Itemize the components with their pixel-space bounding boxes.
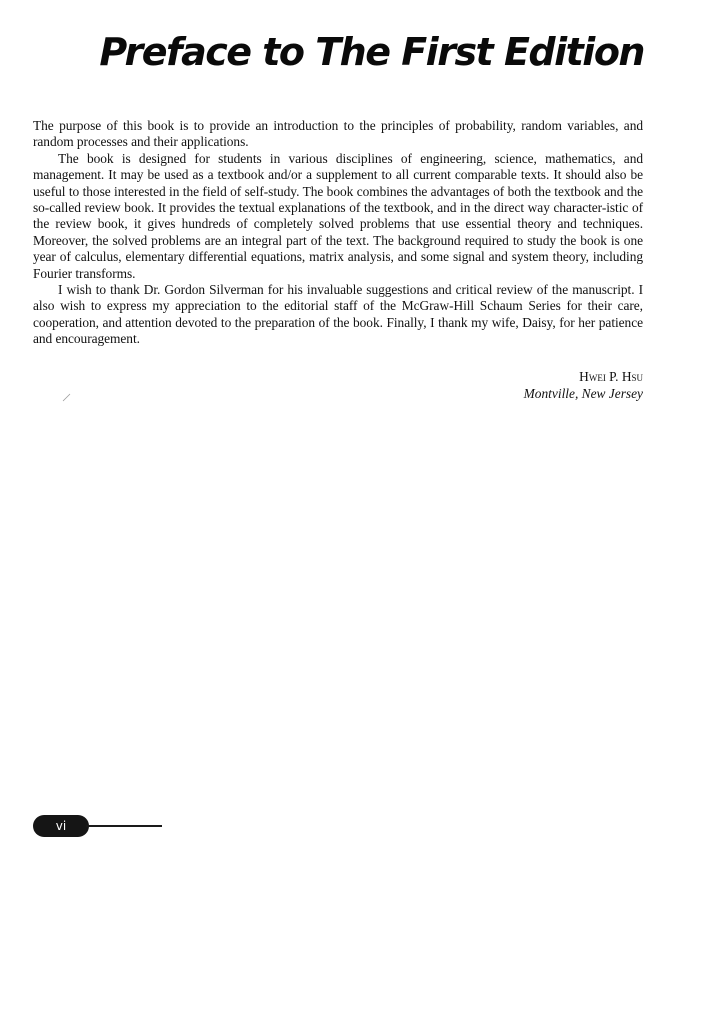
author-name: Hwei P. Hsu bbox=[579, 369, 643, 384]
signature-block bbox=[524, 368, 643, 402]
stray-pen-mark bbox=[62, 392, 72, 402]
paragraph-2: The book is designed for students in various disciplines of engineering, science, mathematics, and management. It may be used as a textbook and/or a supplement to all current comparable texts. It should also be useful to those interested in the field of self-study. The book combines the advantages of both the textbook and the so-called review book. It provides the textual explanations of the textbook, and in the direct way character-istic of the review book, it gives hundreds of completely solved problems that use essential theory and techniques. Moreover, the solved problems are an integral part of the text. The background required to study the book is one year of calculus, elementary differential equations, matrix analysis, and some signal and system theory, including Fourier transforms. bbox=[33, 150, 643, 281]
paragraph-1: The purpose of this book is to provide an introduction to the principles of probability, random variables, and random processes and their applications. bbox=[33, 118, 643, 150]
page-number: vi bbox=[55, 819, 67, 833]
paragraph-3: I wish to thank Dr. Gordon Silverman for his invaluable suggestions and critical review of the manuscript. I also wish to express my appreciation to the editorial staff of the McGraw-Hill Schaum Series for their care, cooperation, and attention devoted to the preparation of the book. Finally, I thank my wife, Daisy, for her patience and encouragement. bbox=[33, 282, 643, 347]
page-number-rule bbox=[86, 825, 162, 827]
author-location: Montville, New Jersey bbox=[523, 386, 643, 401]
preface-body bbox=[33, 118, 643, 348]
page-number-tab bbox=[33, 815, 89, 837]
page-title: Preface to The First Edition bbox=[99, 30, 644, 74]
